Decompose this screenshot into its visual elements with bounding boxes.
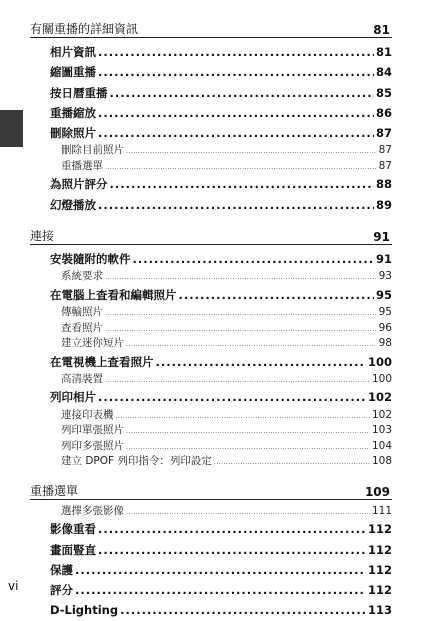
toc-entry[interactable] [30,174,392,194]
section-title: 連接 [30,229,55,244]
toc-entry-text: 在電腦上查看和編輯照片 [50,287,177,302]
toc-entry[interactable] [30,600,392,620]
section-page: 91 [373,230,390,245]
toc-entry-text: 重播縮放 [50,105,96,120]
chapter-tab-marker [0,110,23,147]
toc-entry-page: 100 [371,372,392,385]
toc-entry-page: 87 [378,144,392,157]
toc-entry-page: 81 [375,45,392,59]
toc-entry-text: 建立 DPOF 列印指令：列印設定 [61,455,212,468]
toc-entry-page: 96 [378,321,392,334]
toc-subentry[interactable] [30,336,392,352]
toc-entry[interactable] [30,195,392,215]
toc-subentry[interactable] [30,454,392,470]
toc-entry-text: 幻燈播放 [50,197,96,212]
toc-entry-page: 98 [378,337,392,350]
toc-entry-text: 影像重看 [50,522,96,537]
toc-entry-text: 查看照片 [61,321,103,334]
toc-entry[interactable] [30,123,392,143]
toc-entry-page: 112 [367,583,392,598]
toc-entry-text: 列印相片 [50,390,96,405]
page-number: vi [8,579,19,593]
toc-entry-page: 111 [371,504,392,517]
toc-entry-page: 88 [375,177,392,192]
section-header[interactable] [30,225,392,245]
toc-entry-page: 95 [375,287,392,302]
toc-entry-text: 連接印表機 [61,408,114,421]
toc-entry-page: 112 [367,562,392,577]
toc-entry-page: 100 [367,354,392,369]
toc-subentry[interactable] [30,439,392,455]
toc-entry-page: 87 [378,159,392,172]
toc-entry-page: 102 [371,408,392,421]
toc-entry-text: 系統要求 [61,270,103,283]
toc-entry-text: 縮圖重播 [50,65,96,80]
toc-entry-text: 刪除照片 [50,126,96,141]
toc-entry[interactable] [30,103,392,123]
toc-entry-text: 傳輸照片 [61,306,103,319]
toc-entry-text: 安裝隨附的軟件 [50,252,131,267]
toc-entry-page: 102 [367,390,392,405]
toc-entry[interactable] [30,249,392,269]
toc-entry-text: 選擇多張影像 [61,504,124,517]
toc-entry-text: 畫面豎直 [50,542,96,557]
toc-entry-page: 91 [375,252,392,267]
toc-entry-page: 84 [375,65,392,80]
toc-entry[interactable] [30,62,392,82]
toc-entry-text: D-Lighting [50,603,119,618]
toc-entry-page: 113 [367,603,392,618]
toc-entry[interactable] [30,285,392,305]
toc-entry-page: 112 [367,522,392,537]
toc-subentry[interactable] [30,321,392,337]
toc-subentry[interactable] [30,305,392,321]
toc-subentry[interactable] [30,423,392,439]
toc-entry[interactable] [30,387,392,407]
toc-entry-text: 按日曆重播 [50,85,108,100]
toc-entry[interactable] [30,540,392,560]
toc-entry-page: 95 [378,306,392,319]
toc-entry-page: 104 [371,439,392,452]
toc-entry[interactable] [30,580,392,600]
toc-entry-page: 112 [367,542,392,557]
toc-entry-text: 列印多張照片 [61,439,124,452]
toc-entry-page: 103 [371,424,392,437]
toc-entry-page: 85 [375,85,392,100]
toc-entry-page: 87 [375,126,392,141]
toc-entry-page: 108 [371,455,392,468]
toc-entry[interactable] [30,42,392,62]
toc-entry-page: 93 [378,270,392,283]
toc-entry-page: 86 [375,105,392,120]
toc-subentry[interactable] [30,159,392,175]
toc-entry-text: 在電視機上查看照片 [50,354,154,369]
toc-entry[interactable] [30,83,392,103]
toc-entry[interactable] [30,560,392,580]
section-page: 81 [373,23,390,37]
toc-subentry[interactable] [30,269,392,285]
toc-entry-text: 刪除目前照片 [61,144,124,157]
table-of-contents [30,18,392,621]
section-title: 重播選單 [30,483,79,498]
section-header[interactable] [30,480,392,500]
toc-entry-text: 高清裝置 [61,372,103,385]
section-page: 109 [364,484,390,499]
toc-entry-page: 89 [375,197,392,212]
toc-entry-text: 建立迷你短片 [61,337,124,350]
toc-entry-text: 為照片評分 [50,177,108,192]
toc-entry-text: 評分 [50,583,73,598]
toc-entry[interactable] [30,519,392,539]
toc-entry-text: 重播選單 [61,159,103,172]
toc-entry-text: 保護 [50,562,73,577]
toc-subentry[interactable] [30,143,392,159]
toc-subentry[interactable] [30,408,392,424]
toc-entry[interactable] [30,352,392,372]
section-header[interactable] [30,18,392,38]
toc-entry-text: 列印單張照片 [61,424,124,437]
toc-entry-text: 相片資訊 [50,45,96,59]
toc-subentry[interactable] [30,372,392,388]
toc-subentry[interactable] [30,504,392,520]
section-title: 有關重播的詳細資訊 [30,22,139,36]
